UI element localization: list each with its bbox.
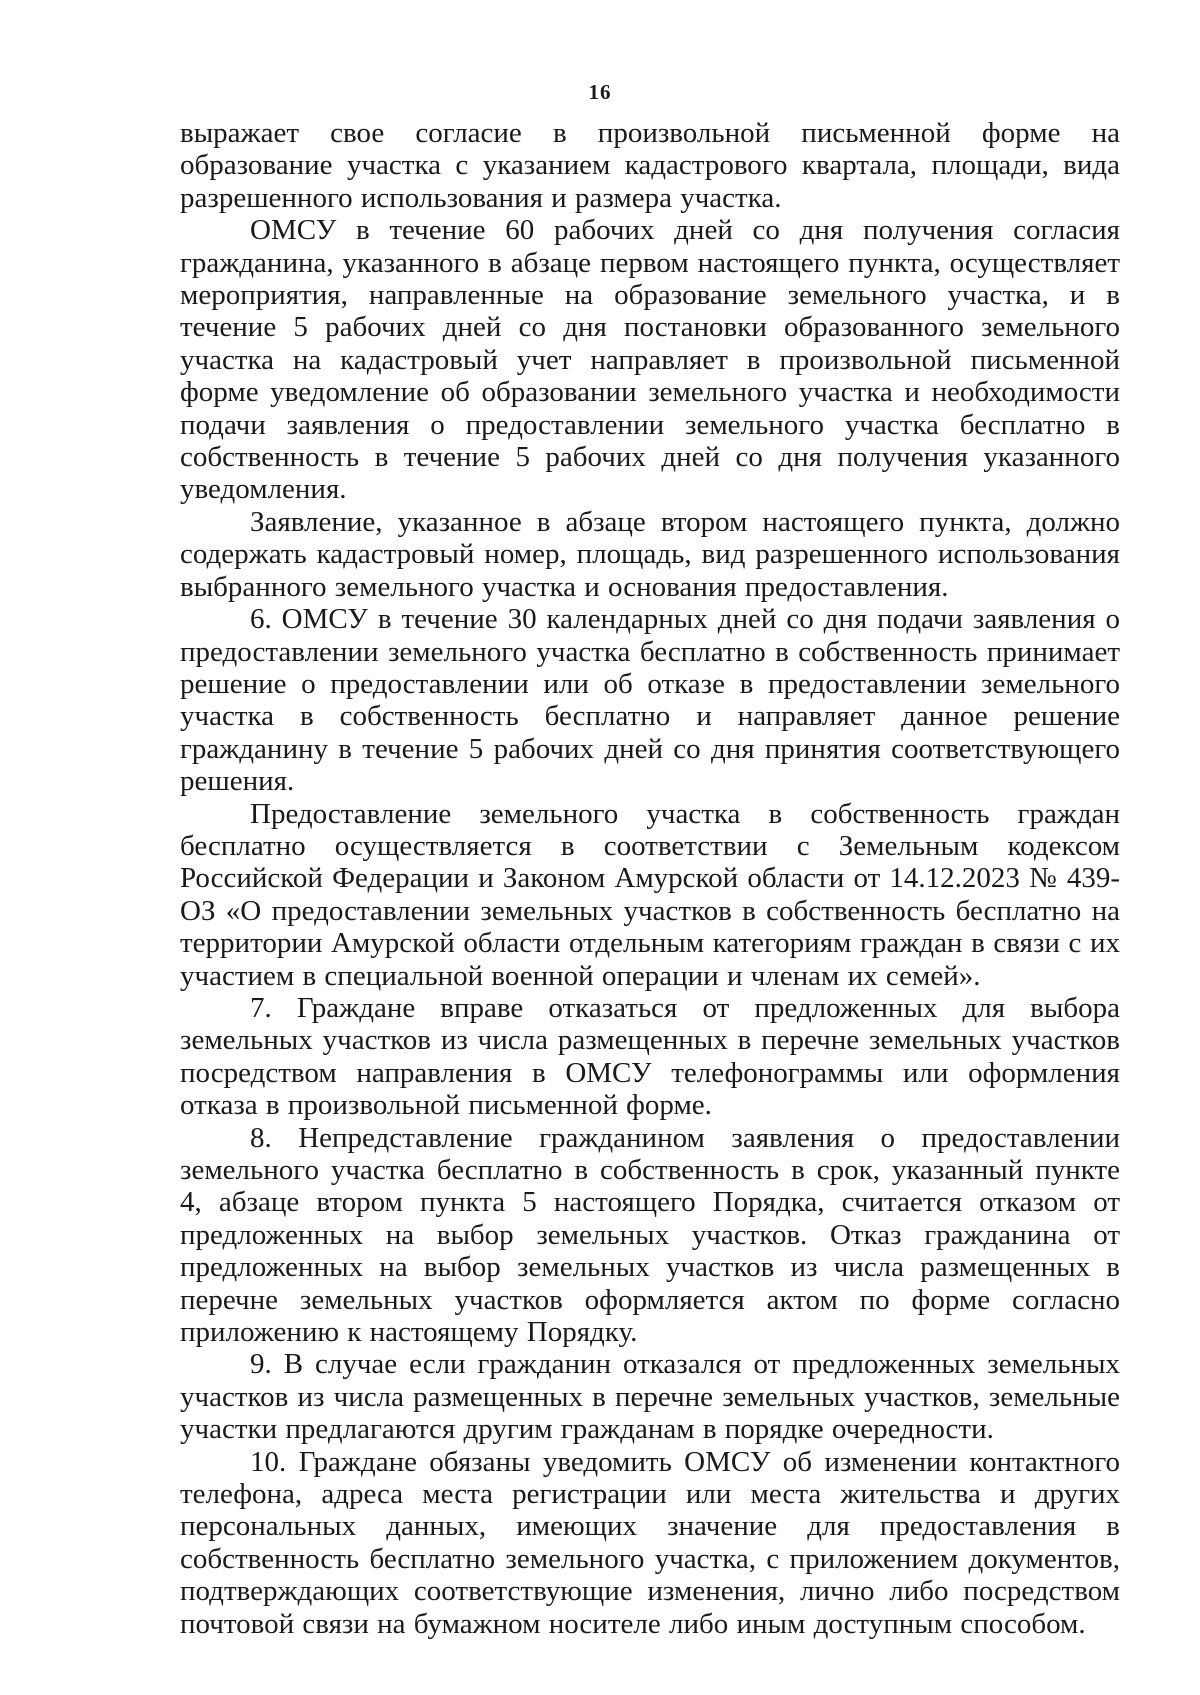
document-body [180, 117, 1120, 1640]
paragraph-item-7: 7. Граждане вправе отказаться от предложенных для выбора земельных участков из числа размещенных в перечне земельных участков посредством направления в ОМСУ телефонограммы или оформления отказа в произвольной письменной форме. [180, 991, 1120, 1122]
paragraph-legal-basis: Предоставление земельного участка в собственность граждан бесплатно осуществляется в соответствии с Земельным кодексом Российской Федерации и Законом Амурской области от 14.12.2023 № 439-ОЗ «О предоставлении земельных участков в собственность бесплатно на территории Амурской области отдельным категориям граждан в связи с их участием в специальной военной операции и членам их семей». [180, 797, 1120, 992]
paragraph-item-8: 8. Непредставление гражданином заявления о предоставлении земельного участка бесплатно в собственность в срок, указанный пункте 4, абзаце втором пункта 5 настоящего Порядка, считается отказом от предложенных на выбор земельных участков. Отказ гражданина от предложенных на выбор земельных участков из числа размещенных в перечне земельных участков оформляется актом по форме согласно приложению к настоящему Порядку. [180, 1121, 1120, 1349]
paragraph-omsu-60-days: ОМСУ в течение 60 рабочих дней со дня получения согласия гражданина, указанного в абзаце первом настоящего пункта, осуществляет мероприятия, направленные на образование земельного участка, и в течение 5 рабочих дней со дня постановки образованного земельного участка на кадастровый учет направляет в произвольной письменной форме уведомление об образовании земельного участка и необходимости подачи заявления о предоставлении земельного участка бесплатно в собственность в течение 5 рабочих дней со дня получения указанного уведомления. [180, 214, 1120, 506]
page-number: 16 [588, 80, 612, 104]
paragraph-item-6: 6. ОМСУ в течение 30 календарных дней со дня подачи заявления о предоставлении земельного участка бесплатно в собственность принимает решение о предоставлении или об отказе в предоставлении земельного участка в собственность бесплатно и направляет данное решение гражданину в течение 5 рабочих дней со дня принятия соответствующего решения. [180, 603, 1120, 798]
paragraph-application-contents: Заявление, указанное в абзаце втором настоящего пункта, должно содержать кадастровый номер, площадь, вид разрешенного использования выбранного земельного участка и основания предоставления. [180, 505, 1120, 603]
paragraph-continuation: выражает свое согласие в произвольной письменной форме на образование участка с указанием кадастрового квартала, площади, вида разрешенного использования и размера участка. [180, 117, 1120, 214]
paragraph-item-10: 10. Граждане обязаны уведомить ОМСУ об изменении контактного телефона, адреса места регистрации или места жительства и других персональных данных, имеющих значение для предоставления в собственность бесплатно земельного участка, с приложением документов, подтверждающих соответствующие изменения, лично либо посредством почтовой связи на бумажном носителе либо иным доступным способом. [180, 1445, 1120, 1640]
paragraph-item-9: 9. В случае если гражданин отказался от предложенных земельных участков из числа размещенных в перечне земельных участков, земельные участки предлагаются другим гражданам в порядке очередности. [180, 1348, 1120, 1446]
